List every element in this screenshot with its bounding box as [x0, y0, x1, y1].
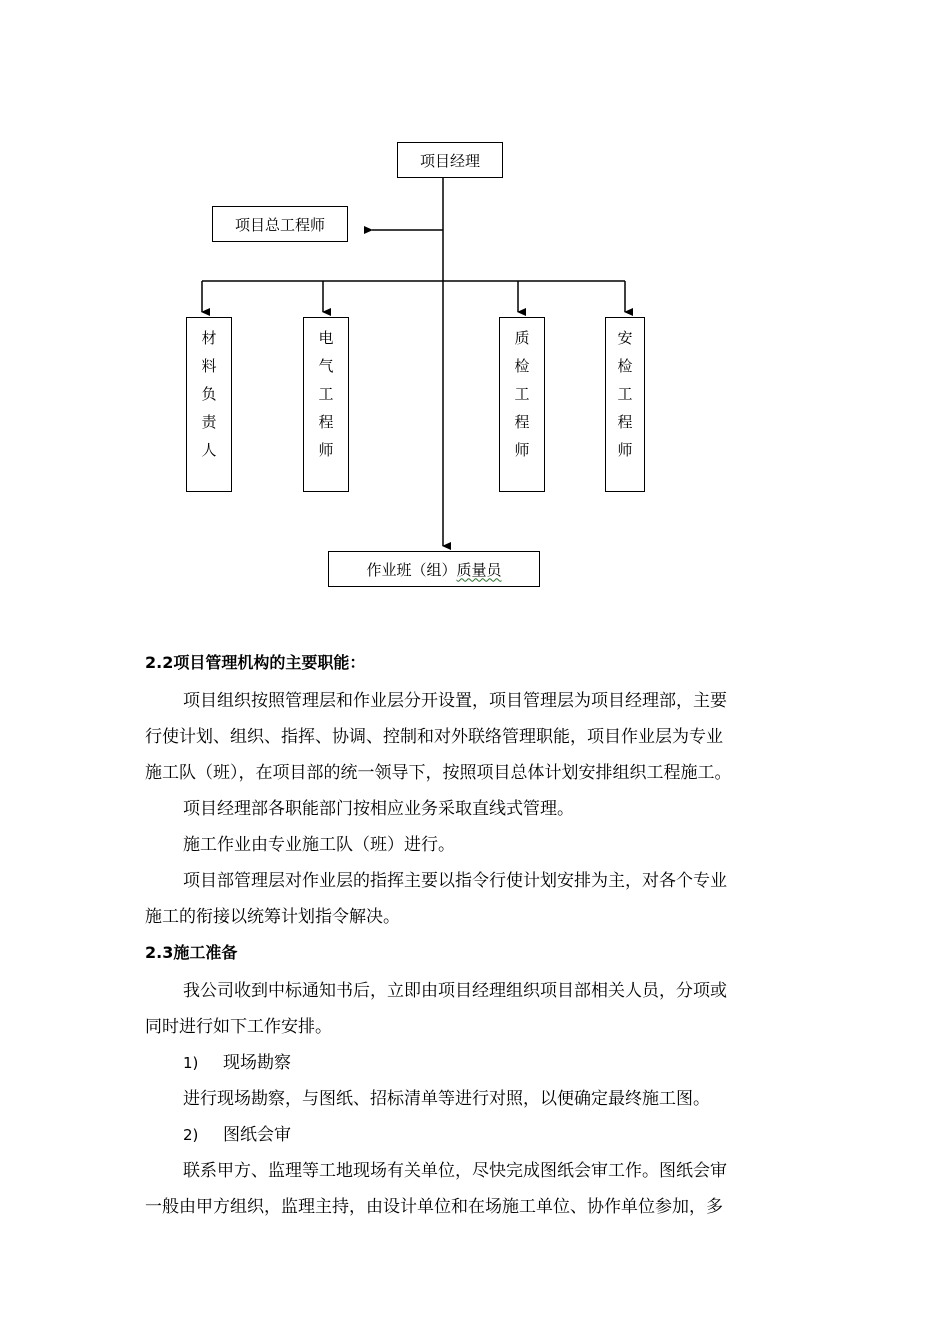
org-chart — [0, 0, 950, 620]
paragraph-line: 施工队（班），在项目部的统一领导下，按照项目总体计划安排组织工程施工。 — [145, 763, 732, 783]
list-item-2 — [183, 1120, 848, 1145]
dept-char: 料 — [201, 357, 217, 375]
section-2-2-heading: 2.2项目管理机构的主要职能： — [145, 653, 366, 672]
dept-char: 负 — [201, 385, 217, 403]
paragraph-line: 施工作业由专业施工队（班）进行。 — [183, 835, 455, 855]
project-manager-label: 项目经理 — [419, 151, 480, 170]
list-item-2-number: 2) — [183, 1126, 199, 1144]
dept-char: 材 — [201, 329, 217, 347]
dept-char: 安 — [617, 329, 633, 347]
paragraph-line: 项目经理部各职能部门按相应业务采取直线式管理。 — [183, 799, 574, 819]
dept-char: 质 — [514, 329, 530, 347]
safety-engineer-box — [605, 317, 645, 492]
dept-char: 气 — [318, 357, 334, 375]
paragraph-line: 一般由甲方组织，监理主持，由设计单位和在场施工单位、协作单位参加，多 — [145, 1197, 723, 1217]
dept-char: 人 — [201, 441, 217, 459]
paragraph-line: 项目部管理层对作业层的指挥主要以指令行使计划安排为主，对各个专业 — [183, 871, 727, 891]
dept-char: 检 — [514, 357, 530, 375]
dept-char: 工 — [617, 385, 633, 403]
list-item-1-number: 1) — [183, 1054, 199, 1072]
dept-char: 师 — [514, 441, 530, 459]
paragraph-line: 联系甲方、监理等工地现场有关单位，尽快完成图纸会审工作。图纸会审 — [183, 1161, 727, 1181]
dept-char: 工 — [514, 385, 530, 403]
dept-char: 电 — [318, 329, 334, 347]
dept-char: 工 — [318, 385, 334, 403]
dept-char: 程 — [514, 413, 530, 431]
section-2-3-heading: 2.3施工准备 — [145, 943, 238, 962]
dept-char: 检 — [617, 357, 633, 375]
org-chart-connectors — [0, 0, 950, 620]
team-label-underlined: 质量员 — [456, 560, 502, 579]
team-label-prefix: 作业班（组） — [366, 560, 457, 579]
paragraph-line: 施工的衔接以统筹计划指令解决。 — [145, 907, 400, 927]
dept-char: 程 — [318, 413, 334, 431]
dept-char: 师 — [617, 441, 633, 459]
paragraph-line: 项目组织按照管理层和作业层分开设置，项目管理层为项目经理部，主要 — [183, 691, 727, 711]
paragraph-line: 我公司收到中标通知书后，立即由项目经理组织项目部相关人员，分项或 — [183, 981, 727, 1001]
chief-engineer-box — [212, 206, 348, 242]
dept-char: 责 — [201, 413, 217, 431]
team-quality-inspector-label — [366, 559, 501, 580]
materials-manager-box — [186, 317, 232, 492]
paragraph-line: 行使计划、组织、指挥、协调、控制和对外联络管理职能，项目作业层为专业 — [145, 727, 723, 747]
chief-engineer-label: 项目总工程师 — [234, 215, 325, 234]
paragraph-line: 同时进行如下工作安排。 — [145, 1017, 332, 1037]
paragraph-line: 进行现场勘察，与图纸、招标清单等进行对照，以便确定最终施工图。 — [183, 1089, 710, 1109]
dept-char: 程 — [617, 413, 633, 431]
quality-engineer-box — [499, 317, 545, 492]
project-manager-box — [397, 142, 503, 178]
electrical-engineer-box — [303, 317, 349, 492]
team-quality-inspector-box — [328, 551, 540, 587]
dept-char: 师 — [318, 441, 334, 459]
list-item-1 — [183, 1048, 848, 1073]
list-item-1-title: 现场勘察 — [223, 1053, 291, 1073]
list-item-2-title: 图纸会审 — [223, 1125, 291, 1145]
